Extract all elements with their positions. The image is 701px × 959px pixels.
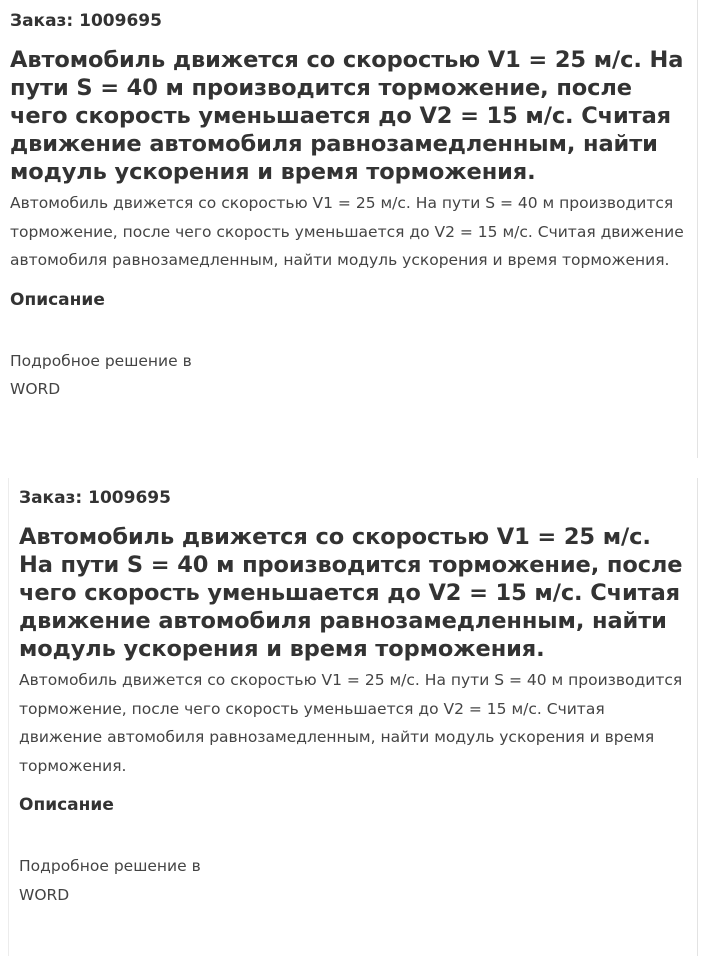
task-text: Автомобиль движется со скоростью V1 = 25 м/с. На пути S = 40 м производится торможение, после чего скорость уменьшается до V2 = 15 м/с. Считая движение автомобиля равнозамедленным, найти модуль ускорения и время торможения. [10, 194, 684, 269]
order-number: Заказ: 1009695 [19, 488, 171, 508]
order-number: Заказ: 1009695 [10, 11, 162, 31]
order-block-2 [8, 478, 698, 956]
task-title: Автомобиль движется со скоростью V1 = 25 м/с. На пути S = 40 м производится торможение, после чего скорость уменьшается до V2 = 15 м/с. Считая движение автомобиля равнозамедленным, найти модуль ускорения и время торможения. [10, 47, 684, 185]
task-title: Автомобиль движется со скоростью V1 = 25 м/с. На пути S = 40 м производится торможение, после чего скорость уменьшается до V2 = 15 м/с. Считая движение автомобиля равнозамедленным, найти модуль ускорения и время торможения. [19, 524, 683, 662]
order-block-1 [0, 0, 698, 458]
task-text: Автомобиль движется со скоростью V1 = 25 м/с. На пути S = 40 м производится торможение, после чего скорость уменьшается до V2 = 15 м/с. Считая движение автомобиля равнозамедленным, найти модуль ускорения и время торможения. [19, 671, 683, 775]
description-text: Подробное решение в WORD [10, 351, 192, 398]
description-text: Подробное решение в WORD [19, 857, 201, 904]
description-heading: Описание [10, 289, 105, 310]
description-heading: Описание [19, 795, 114, 815]
